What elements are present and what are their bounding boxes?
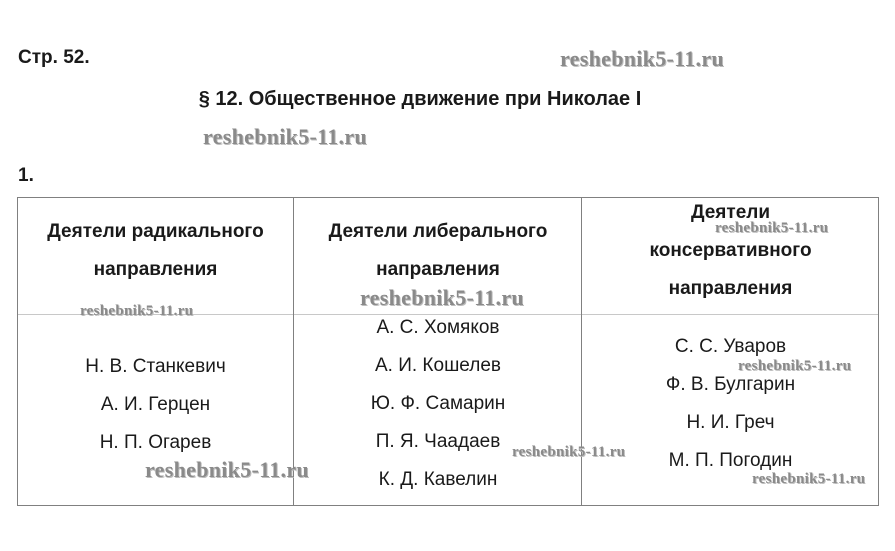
watermark: reshebnik5-11.ru	[145, 457, 309, 482]
watermark: reshebnik5-11.ru	[715, 220, 829, 236]
column-header: Деятели либерального направления	[328, 221, 548, 280]
page-reference: Стр. 52.	[18, 47, 90, 68]
column-header: Деятели консервативного направления	[649, 202, 812, 299]
list-item: Н. П. Огарев	[99, 432, 212, 453]
list-item: К. Д. Кавелин	[378, 469, 498, 490]
watermark: reshebnik5-11.ru	[738, 358, 852, 374]
list-item: Н. И. Греч	[686, 412, 775, 433]
names-list	[294, 309, 582, 499]
watermark: reshebnik5-11.ru	[560, 46, 724, 71]
watermark: reshebnik5-11.ru	[512, 444, 626, 460]
watermark: reshebnik5-11.ru	[752, 471, 866, 487]
list-item: А. И. Герцен	[100, 394, 211, 415]
list-item: А. С. Хомяков	[376, 317, 500, 338]
list-item: Н. В. Станкевич	[85, 356, 226, 377]
section-heading: § 12. Общественное движение при Николае I	[198, 88, 642, 110]
names-list	[582, 328, 879, 480]
watermark: reshebnik5-11.ru	[80, 303, 194, 319]
column-header: Деятели радикального направления	[47, 221, 264, 280]
list-item: М. П. Погодин	[668, 450, 793, 471]
task-number: 1.	[18, 165, 34, 186]
column-conservative	[581, 198, 879, 505]
list-item: А. И. Кошелев	[374, 355, 501, 376]
list-item: С. С. Уваров	[674, 336, 787, 357]
list-item: Ю. Ф. Самарин	[370, 393, 506, 414]
watermark: reshebnik5-11.ru	[203, 124, 367, 149]
list-item: П. Я. Чаадаев	[375, 431, 501, 452]
names-list	[18, 348, 293, 462]
list-item: Ф. В. Булгарин	[665, 374, 796, 395]
watermark: reshebnik5-11.ru	[360, 285, 524, 310]
